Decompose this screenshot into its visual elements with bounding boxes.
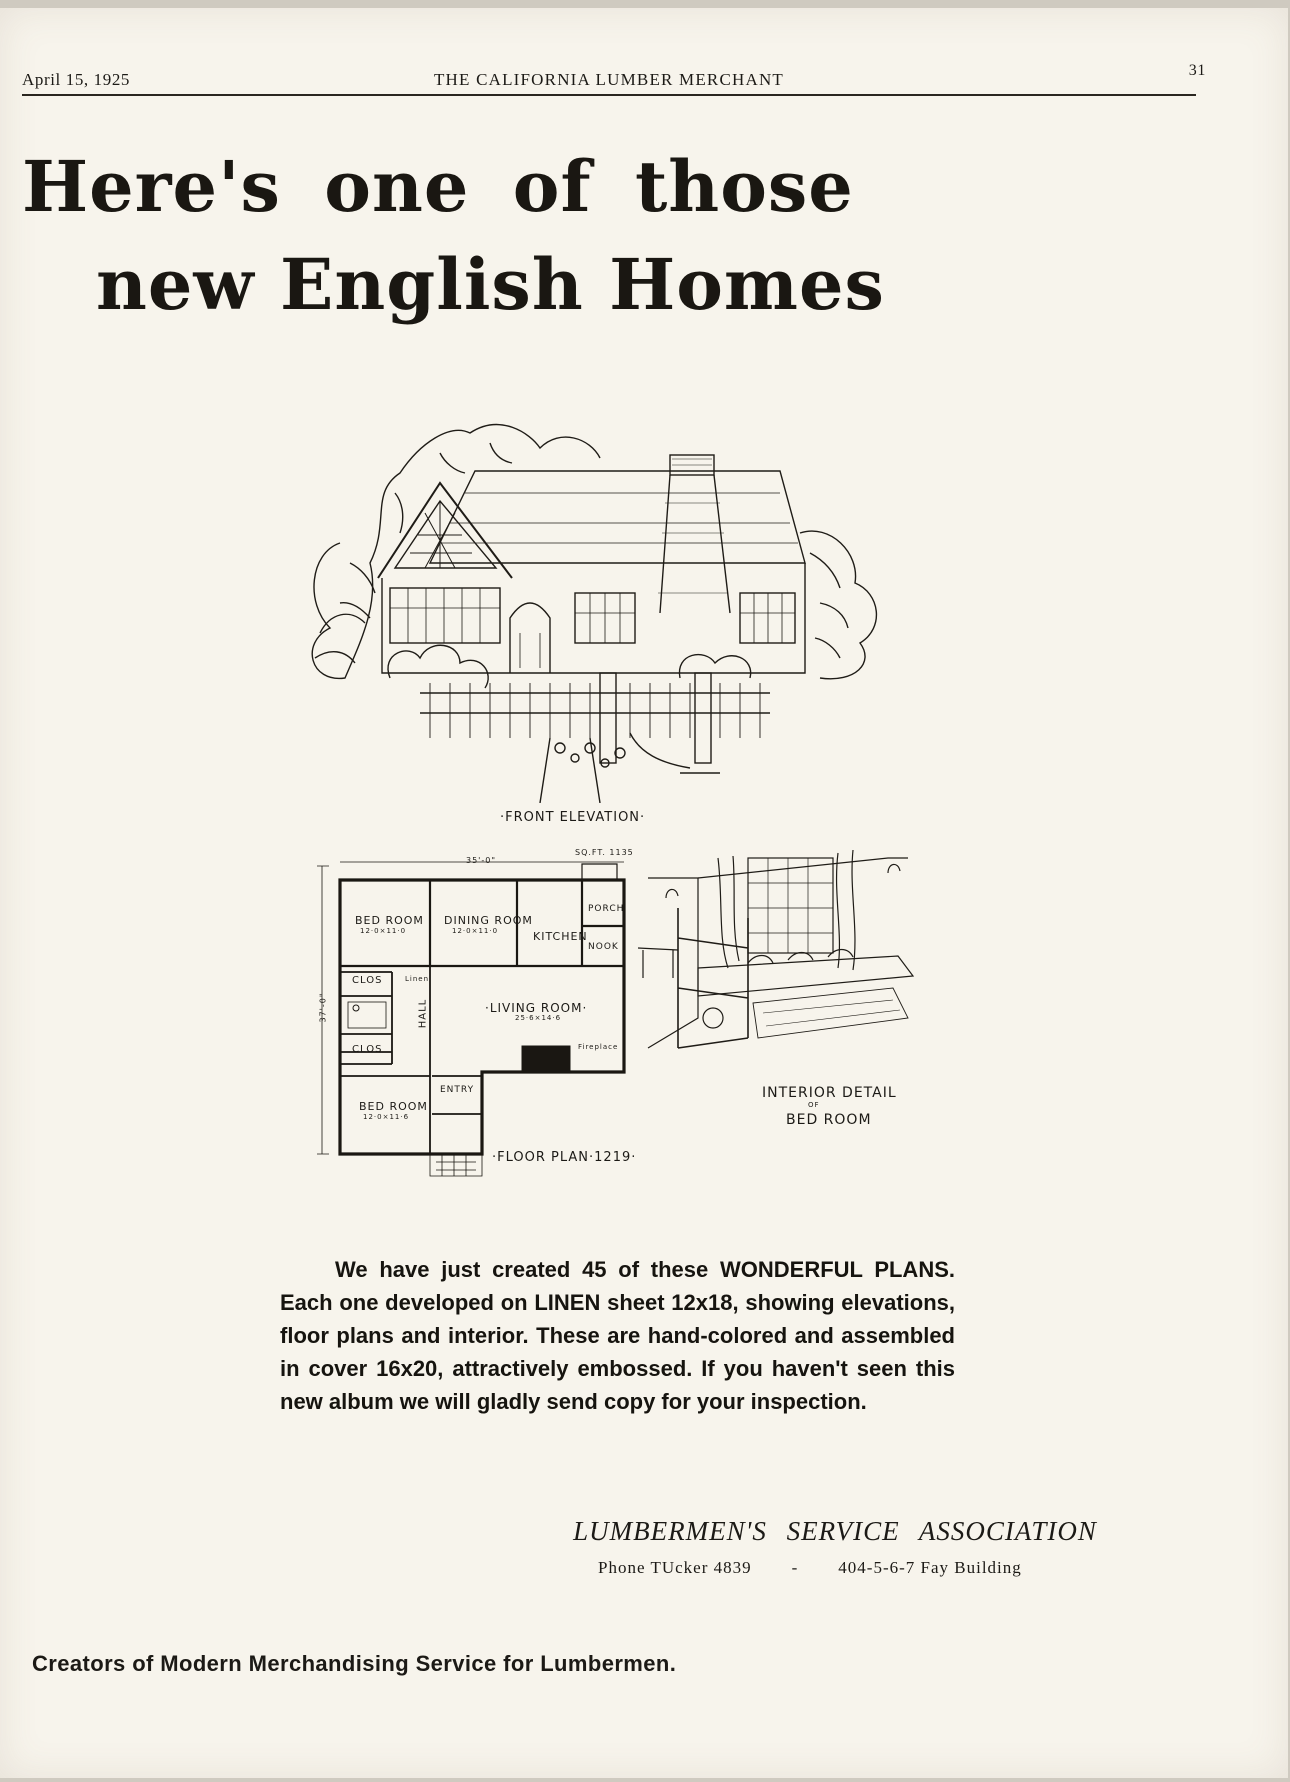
page-number: 31 (1188, 62, 1206, 79)
room-label-nook: NOOK (588, 942, 619, 952)
room-label-living-room: ·LIVING ROOM· (485, 1001, 588, 1015)
room-label-entry: ENTRY (440, 1085, 475, 1095)
floor-plan-caption: ·FLOOR PLAN·1219· (492, 1150, 637, 1165)
ad-headline (22, 138, 885, 334)
interior-caption-line-1: INTERIOR DETAIL (762, 1085, 897, 1101)
front-elevation-caption: ·FRONT ELEVATION· (500, 810, 646, 825)
issue-date: April 15, 1925 (22, 70, 131, 89)
interior-caption-line-3: BED ROOM (786, 1112, 872, 1128)
room-label-porch: PORCH (588, 904, 625, 914)
room-label-bed-room-2: BED ROOM (359, 1100, 428, 1113)
floor-plan-drawing (312, 844, 637, 1184)
room-label-kitchen: KITCHEN (533, 930, 588, 943)
contact-separator: - (791, 1558, 799, 1577)
advertiser-address: 404-5-6-7 Fay Building (838, 1558, 1022, 1577)
advertiser-tagline: Creators of Modern Merchandising Service for Lumbermen. (32, 1651, 677, 1676)
room-size-bed-room-2: 12·0×11·6 (363, 1113, 410, 1121)
ad-body-text: We have just created 45 of these WONDERFUL PLANS. Each one developed on LINEN sheet 12x18, showing elevations, floor plans and interior. These are hand-colored and assembled in cover 16x20, attractively embossed. If you haven't seen this new album we will gladly send copy for your inspection. (280, 1257, 955, 1414)
room-label-clos-2: CLOS (352, 1044, 383, 1055)
room-label-hall: HALL (417, 998, 429, 1029)
interior-caption-line-2: OF (808, 1101, 820, 1109)
running-header (22, 62, 1206, 96)
interior-detail-illustration (638, 838, 918, 1068)
room-label-fireplace: Fireplace (578, 1043, 619, 1051)
room-size-dining-room: 12·0×11·0 (452, 927, 499, 935)
advertiser-phone: Phone TUcker 4839 (598, 1558, 752, 1577)
floor-plan-width-dim: 35'-0" (466, 856, 497, 865)
room-label-bed-room-1: BED ROOM (355, 914, 424, 927)
room-label-linen: Linen (405, 975, 430, 983)
floor-plan-depth-dim: 37'-0" (318, 992, 328, 1023)
room-label-dining-room: DINING ROOM (444, 914, 533, 927)
room-size-living-room: 25·6×14·6 (515, 1014, 562, 1022)
room-label-clos-1: CLOS (352, 975, 383, 986)
headline-line-1: Here's one of those (22, 145, 854, 228)
ad-body-paragraph (280, 1253, 955, 1418)
magazine-page (0, 8, 1288, 1778)
headline-line-2: new English Homes (96, 243, 885, 326)
floor-plan-area: SQ.FT. 1135 (575, 848, 634, 857)
publication-title: THE CALIFORNIA LUMBER MERCHANT (433, 70, 785, 89)
room-size-bed-room-1: 12·0×11·0 (360, 927, 407, 935)
front-elevation-illustration (300, 403, 910, 803)
advertiser-contact (598, 1558, 1022, 1578)
advertiser-name: LUMBERMEN'S SERVICE ASSOCIATION (573, 1516, 1097, 1546)
